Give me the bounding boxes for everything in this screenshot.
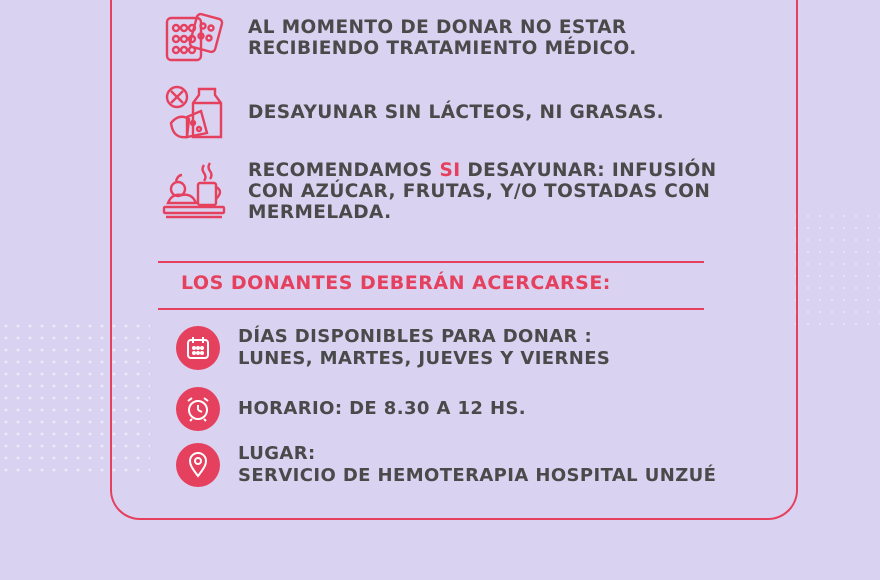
requirement-item-treatment [160, 8, 637, 68]
location-pin-icon [176, 443, 220, 487]
info-item-location [176, 443, 716, 487]
pills-icon [160, 8, 228, 68]
info-item-schedule [176, 387, 526, 431]
requirement-text: RECOMENDAMOS SI DESAYUNAR: INFUSIÓN CON AZÚCAR, FRUTAS, Y/O TOSTADAS CON MERMELADA. [248, 159, 717, 223]
requirement-text: AL MOMENTO DE DONAR NO ESTAR RECIBIENDO TRATAMIENTO MÉDICO. [248, 17, 637, 59]
requirement-item-breakfast-no-dairy [160, 82, 664, 142]
requirement-item-recommended-breakfast [160, 158, 717, 224]
no-dairy-icon [160, 82, 228, 142]
divider-bottom [158, 308, 704, 310]
info-item-days [176, 326, 610, 370]
dot-pattern-right [790, 210, 880, 330]
emphasis-si: SI [439, 159, 461, 181]
breakfast-icon [160, 158, 228, 224]
section-title: LOS DONANTES DEBERÁN ACERCARSE: [181, 272, 611, 294]
alarm-clock-icon [176, 387, 220, 431]
info-text: DÍAS DISPONIBLES PARA DONAR : LUNES, MARTES, JUEVES Y VIERNES [238, 326, 611, 369]
info-card [110, 0, 798, 520]
info-text: HORARIO: DE 8.30 A 12 HS. [238, 398, 527, 419]
calendar-icon [176, 326, 220, 370]
divider-top [158, 261, 704, 263]
info-text: LUGAR: SERVICIO DE HEMOTERAPIA HOSPITAL UNZUÉ [238, 443, 717, 486]
requirement-text: DESAYUNAR SIN LÁCTEOS, NI GRASAS. [248, 101, 665, 123]
